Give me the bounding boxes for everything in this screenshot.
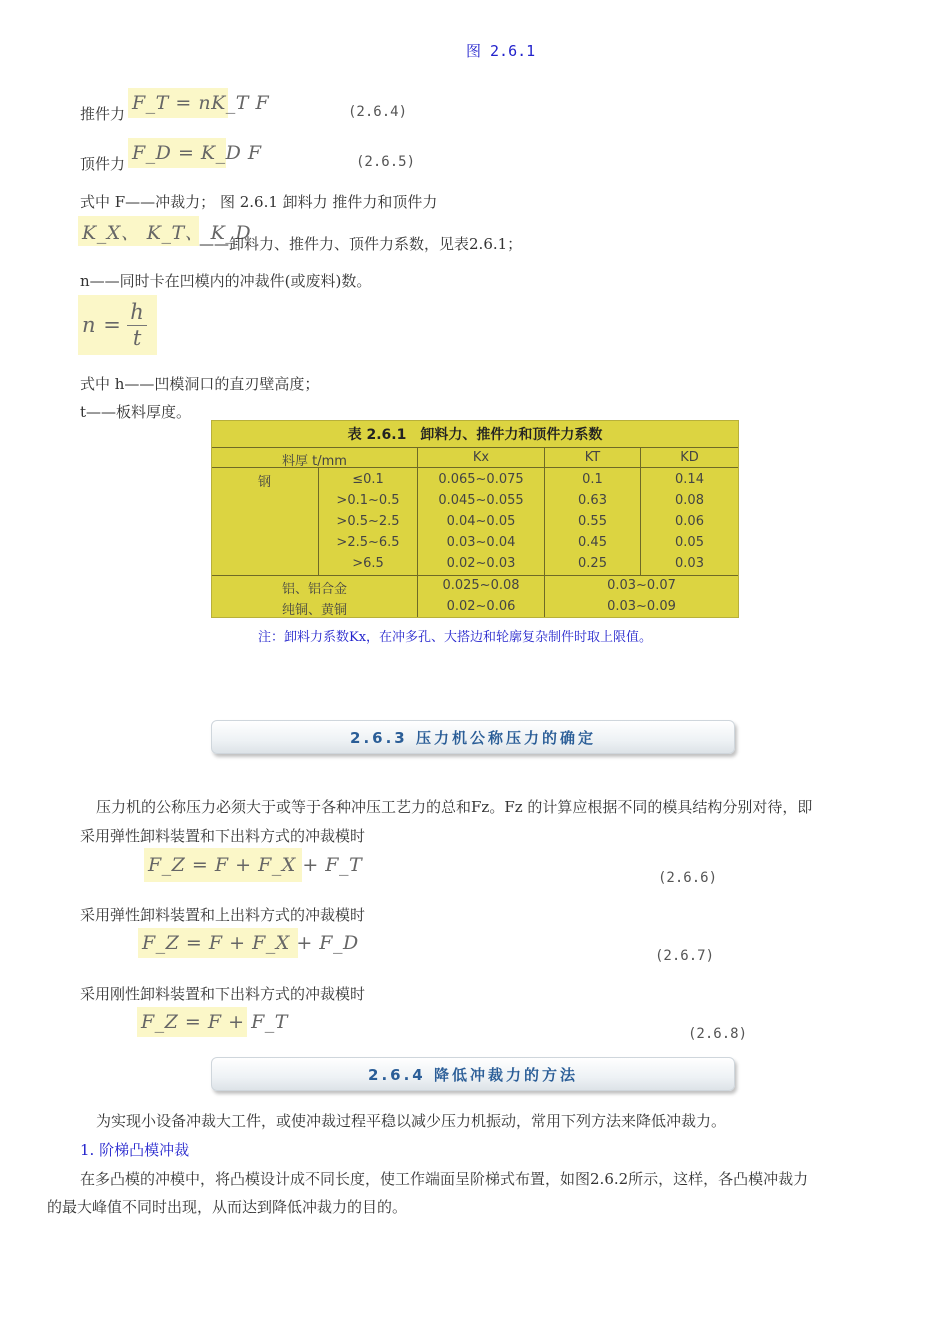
table-cell: 0.63 xyxy=(578,493,607,508)
table-cell: 0.025~0.08 xyxy=(442,578,520,593)
eject-force-equation: F_D = K_D F xyxy=(128,138,226,168)
section-banner-2-6-4: 2.6.4 降低冲裁力的方法 xyxy=(211,1057,735,1091)
push-force-eq-number: (2.6.4) xyxy=(348,104,408,120)
line-F-definition: 式中 F——冲裁力； 图 2.6.1 卸料力 推件力和顶件力 xyxy=(80,193,438,211)
table-cell: 0.02~0.06 xyxy=(446,599,516,614)
h-definition: 式中 h——凹模洞口的直刃壁高度； xyxy=(80,375,320,393)
case-3-text: 采用刚性卸料装置和下出料方式的冲裁模时 xyxy=(80,985,366,1003)
n-equation-numerator: h xyxy=(127,302,147,326)
n-equation-denominator: t xyxy=(132,325,142,350)
table-cell: 0.045~0.055 xyxy=(438,493,524,508)
equation-2-6-7: F_Z = F + F_X + F_D xyxy=(138,928,298,958)
eject-force-eq-number: (2.6.5) xyxy=(356,154,416,170)
table-cell: 0.08 xyxy=(675,493,704,508)
table-cell: ≤0.1 xyxy=(352,472,384,487)
table-note: 注：卸料力系数Kx，在冲多孔、大搭边和轮廓复杂制件时取上限值。 xyxy=(258,630,653,645)
t-definition: t——板料厚度。 xyxy=(80,403,192,421)
table-cell: >2.5~6.5 xyxy=(336,535,400,550)
table-line xyxy=(212,447,738,448)
push-force-label: 推件力 xyxy=(80,105,126,123)
table-line xyxy=(212,575,738,576)
table-cell: 0.03~0.07 xyxy=(607,578,676,593)
table-cell: 0.1 xyxy=(582,472,603,487)
coefficient-table xyxy=(211,420,739,618)
step-punch-heading: 1. 阶梯凸模冲裁 xyxy=(80,1141,190,1159)
section-banner-2-6-3: 2.6.3 压力机公称压力的确定 xyxy=(211,720,735,754)
table-cell: 铝、铝合金 xyxy=(281,582,347,597)
case-1-text: 采用弹性卸料装置和下出料方式的冲裁模时 xyxy=(80,827,366,845)
step-punch-paragraph-line-1: 在多凸模的冲模中，将凸模设计成不同长度，使工作端面呈阶梯式布置，如图2.6.2所示，这样，各凸模冲裁力 xyxy=(80,1170,809,1188)
table-cell: >0.1~0.5 xyxy=(336,493,400,508)
table-cell: 0.065~0.075 xyxy=(438,472,524,487)
table-cell: 0.14 xyxy=(675,472,704,487)
paragraph-2-6-4: 为实现小设备冲裁大工件，或使冲裁过程平稳以减少压力机振动，常用下列方法来降低冲裁力。 xyxy=(96,1112,727,1130)
equation-2-6-8: F_Z = F + F_T xyxy=(137,1007,247,1037)
coefficient-symbols: K_X、 K_T、 K_D xyxy=(78,216,199,246)
table-cell: 纯铜、黄铜 xyxy=(281,603,347,618)
table-cell: 0.45 xyxy=(578,535,607,550)
equation-2-6-7-number: (2.6.7) xyxy=(655,948,715,964)
n-equation-left: n = xyxy=(82,313,122,337)
table-cell: 0.03~0.04 xyxy=(446,535,516,550)
n-equation-fraction xyxy=(127,299,147,350)
eject-force-label: 顶件力 xyxy=(80,155,126,173)
table-header: KT xyxy=(584,450,601,465)
figure-title: 图 2.6.1 xyxy=(466,42,536,60)
table-header: 料厚 t/mm xyxy=(282,454,347,469)
table-cell: 0.55 xyxy=(578,514,607,529)
table-title: 表 2.6.1 卸料力、推件力和顶件力系数 xyxy=(347,427,603,443)
table-header: KD xyxy=(680,450,699,465)
table-cell: 0.02~0.03 xyxy=(446,556,516,571)
n-definition: n——同时卡在凹模内的冲裁件(或废料)数。 xyxy=(80,272,372,290)
table-cell: >0.5~2.5 xyxy=(336,514,400,529)
table-cell: 0.25 xyxy=(578,556,607,571)
table-cell: 0.05 xyxy=(675,535,704,550)
table-cell: 0.03 xyxy=(675,556,704,571)
steel-label: 钢 xyxy=(258,475,272,490)
equation-2-6-8-number: (2.6.8) xyxy=(688,1026,748,1042)
table-cell: 0.06 xyxy=(675,514,704,529)
equation-2-6-6-number: (2.6.6) xyxy=(658,870,718,886)
push-force-equation: F_T = nK_T F xyxy=(128,88,228,118)
table-cell: >6.5 xyxy=(352,556,384,571)
equation-2-6-6: F_Z = F + F_X + F_T xyxy=(144,848,302,882)
case-2-text: 采用弹性卸料装置和上出料方式的冲裁模时 xyxy=(80,906,366,924)
n-equation xyxy=(78,295,157,355)
paragraph-2-6-3: 压力机的公称压力必须大于或等于各种冲压工艺力的总和Fz。Fz 的计算应根据不同的模具结构分别对待，即 xyxy=(96,798,813,816)
step-punch-paragraph-line-2: 的最大峰值不同时出现，从而达到降低冲裁力的目的。 xyxy=(47,1198,408,1216)
coefficient-definition: ——卸料力、推件力、顶件力系数，见表2.6.1； xyxy=(199,235,523,253)
table-header: Kx xyxy=(472,450,490,465)
table-cell: 0.03~0.09 xyxy=(607,599,676,614)
table-cell: 0.04~0.05 xyxy=(446,514,516,529)
